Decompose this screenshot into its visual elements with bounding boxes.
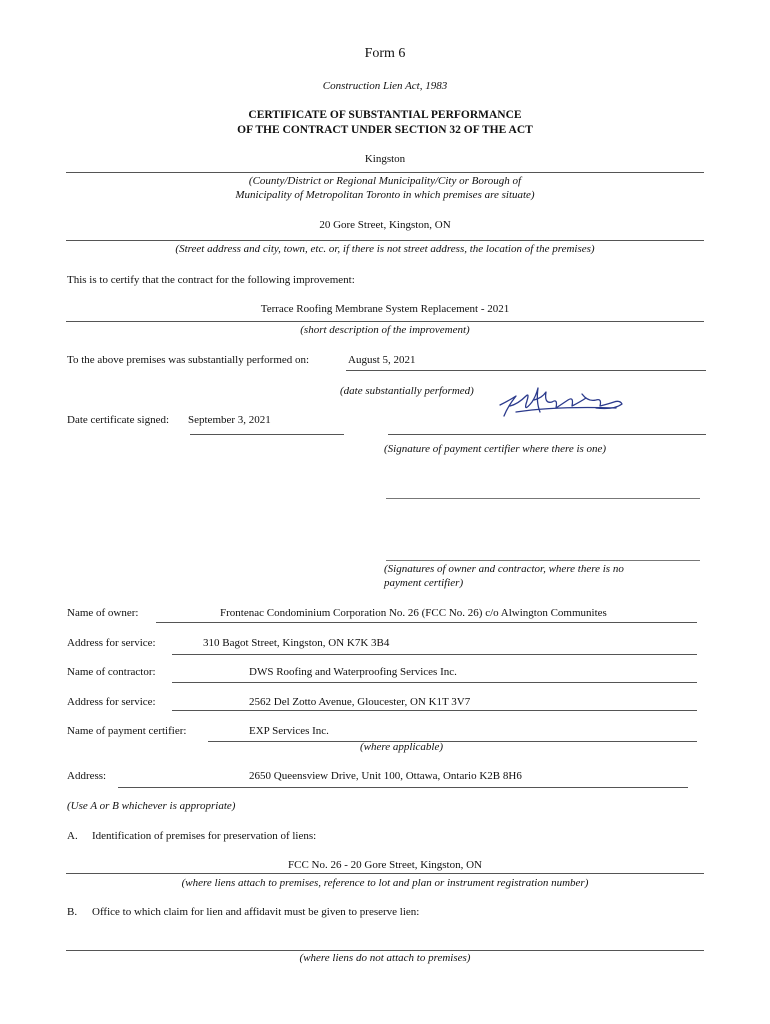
lien-b-caption: (where liens do not attach to premises) xyxy=(299,952,471,964)
address-rule xyxy=(118,787,688,788)
certifier-value: EXP Services Inc. xyxy=(249,725,329,737)
certifier-signature-rule xyxy=(388,434,706,435)
improvement-rule xyxy=(66,321,704,322)
improvement-caption: (short description of the improvement) xyxy=(300,324,470,336)
contractor-label: Name of contractor: xyxy=(67,666,156,678)
address-value: 2650 Queensview Drive, Unit 100, Ottawa, Ontario K2B 8H6 xyxy=(249,770,522,782)
owner-signature-rule xyxy=(386,498,700,499)
certifier-signature-caption: (Signature of payment certifier where there is one) xyxy=(384,443,607,455)
street-address-rule xyxy=(66,240,704,241)
certificate-signed-date: September 3, 2021 xyxy=(188,414,271,426)
street-address-caption: (Street address and city, town, etc. or, if there is not street address, the location of the premises) xyxy=(175,243,595,255)
contractor-rule xyxy=(172,682,697,683)
street-address-value: 20 Gore Street, Kingston, ON xyxy=(319,219,451,231)
performance-date-rule xyxy=(346,370,706,371)
contractor-address-label: Address for service: xyxy=(67,696,156,708)
certifier-caption: (where applicable) xyxy=(360,741,443,753)
certificate-signed-label: Date certificate signed: xyxy=(67,414,170,426)
municipality-caption-2: Municipality of Metropolitan Toronto in which premises are situate) xyxy=(235,189,535,201)
heading-line-2: OF THE CONTRACT UNDER SECTION 32 OF THE ACT xyxy=(237,124,533,136)
lien-b-letter: B. xyxy=(67,906,78,918)
lien-a-caption: (where liens attach to premises, reference to lot and plan or instrument registration number) xyxy=(181,877,589,889)
municipality-value: Kingston xyxy=(364,153,406,165)
contractor-signature-rule xyxy=(386,560,700,561)
improvement-description: Terrace Roofing Membrane System Replacement - 2021 xyxy=(260,303,510,315)
owner-signature-caption-2: payment certifier) xyxy=(384,577,464,589)
lien-a-letter: A. xyxy=(67,830,78,842)
owner-address-rule xyxy=(172,654,697,655)
lien-b-text: Office to which claim for lien and affidavit must be given to preserve lien: xyxy=(92,906,420,918)
address-label: Address: xyxy=(67,770,107,782)
certificate-signed-rule xyxy=(190,434,344,435)
form-title: Form 6 xyxy=(364,46,406,61)
owner-label: Name of owner: xyxy=(67,607,139,619)
lien-a-text: Identification of premises for preservation of liens: xyxy=(92,830,317,842)
lien-a-rule xyxy=(66,873,704,874)
municipality-caption-1: (County/District or Regional Municipality/City or Borough of xyxy=(248,175,522,187)
contractor-address-rule xyxy=(172,710,697,711)
contractor-address-value: 2562 Del Zotto Avenue, Gloucester, ON K1T 3V7 xyxy=(249,696,471,708)
improvement-intro: This is to certify that the contract for the following improvement: xyxy=(67,274,355,286)
act-name: Construction Lien Act, 1983 xyxy=(322,80,448,92)
certifier-rule xyxy=(208,741,697,742)
performance-date: August 5, 2021 xyxy=(348,354,416,366)
owner-rule xyxy=(156,622,697,623)
owner-signature-caption-1: (Signatures of owner and contractor, where there is no xyxy=(384,563,624,575)
certifier-label: Name of payment certifier: xyxy=(67,725,187,737)
owner-address-label: Address for service: xyxy=(67,637,156,649)
performance-label: To the above premises was substantially performed on: xyxy=(67,354,310,366)
owner-value: Frontenac Condominium Corporation No. 26 (FCC No. 26) c/o Alwington Communites xyxy=(220,607,607,619)
handwritten-signature xyxy=(496,378,626,424)
lien-a-value: FCC No. 26 - 20 Gore Street, Kingston, ON xyxy=(287,859,483,871)
municipality-rule xyxy=(66,172,704,173)
performance-caption: (date substantially performed) xyxy=(340,385,474,397)
owner-address-value: 310 Bagot Street, Kingston, ON K7K 3B4 xyxy=(203,637,390,649)
lien-b-rule xyxy=(66,950,704,951)
contractor-value: DWS Roofing and Waterproofing Services Inc. xyxy=(249,666,457,678)
heading-line-1: CERTIFICATE OF SUBSTANTIAL PERFORMANCE xyxy=(248,109,522,121)
liens-instruction: (Use A or B whichever is appropriate) xyxy=(67,800,236,812)
